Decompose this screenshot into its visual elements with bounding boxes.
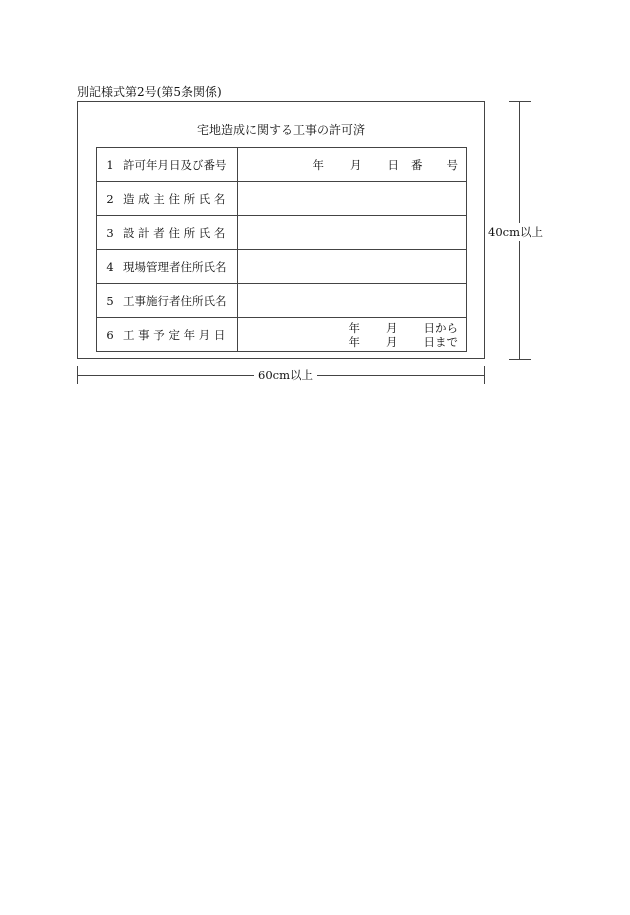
row-number: 6 <box>106 327 114 342</box>
start-date-line <box>349 321 459 335</box>
day-until-text: 日まで <box>423 334 458 349</box>
table-row <box>97 216 467 250</box>
row-number: 2 <box>106 191 114 206</box>
row-label: 現場管理者住所氏名 <box>123 259 227 274</box>
board-title: 宅地造成に関する工事の許可済 <box>196 123 365 137</box>
contractor-address-name-field <box>238 284 467 318</box>
end-date-line <box>349 335 459 349</box>
site-manager-address-name-field <box>238 250 467 284</box>
row-label: 工 事 予 定 年 月 日 <box>123 327 226 342</box>
row-label: 許可年月日及び番号 <box>123 157 227 172</box>
row-label: 造 成 主 住 所 氏 名 <box>123 191 226 206</box>
year-text: 年 <box>348 334 360 349</box>
row-number: 5 <box>106 293 114 308</box>
table-row <box>97 182 467 216</box>
table-row <box>97 250 467 284</box>
schedule-field <box>238 318 467 352</box>
permit-date-number-field <box>238 148 467 182</box>
table-row <box>97 148 467 182</box>
developer-address-name-field <box>238 182 467 216</box>
day-from-text: 日から <box>423 320 458 335</box>
day-text: 日 <box>387 157 399 172</box>
row-number: 1 <box>106 157 114 172</box>
permit-table <box>96 147 467 352</box>
month-text: 月 <box>386 320 398 335</box>
year-text: 年 <box>348 320 360 335</box>
table-row <box>97 318 467 352</box>
height-dimension-label: 40cm以上 <box>488 225 543 239</box>
row-label: 設 計 者 住 所 氏 名 <box>123 225 226 240</box>
designer-address-name-field <box>238 216 467 250</box>
table-row <box>97 284 467 318</box>
row-number: 3 <box>106 225 114 240</box>
form-label: 別記様式第2号(第5条関係) <box>77 85 222 99</box>
row-number: 4 <box>106 259 114 274</box>
height-dimension-tick-bottom <box>509 359 531 360</box>
row-label: 工事施行者住所氏名 <box>123 293 227 308</box>
month-text: 月 <box>386 334 398 349</box>
number-suffix-text: 号 <box>446 157 458 172</box>
width-dimension-tick-right <box>484 366 485 384</box>
year-text: 年 <box>312 157 324 172</box>
number-text: 番 <box>411 157 423 172</box>
width-dimension-label: 60cm以上 <box>254 367 317 383</box>
sign-board <box>77 101 485 359</box>
width-dimension-tick-left <box>77 366 78 384</box>
month-text: 月 <box>350 157 362 172</box>
height-dimension-tick-top <box>509 101 531 102</box>
